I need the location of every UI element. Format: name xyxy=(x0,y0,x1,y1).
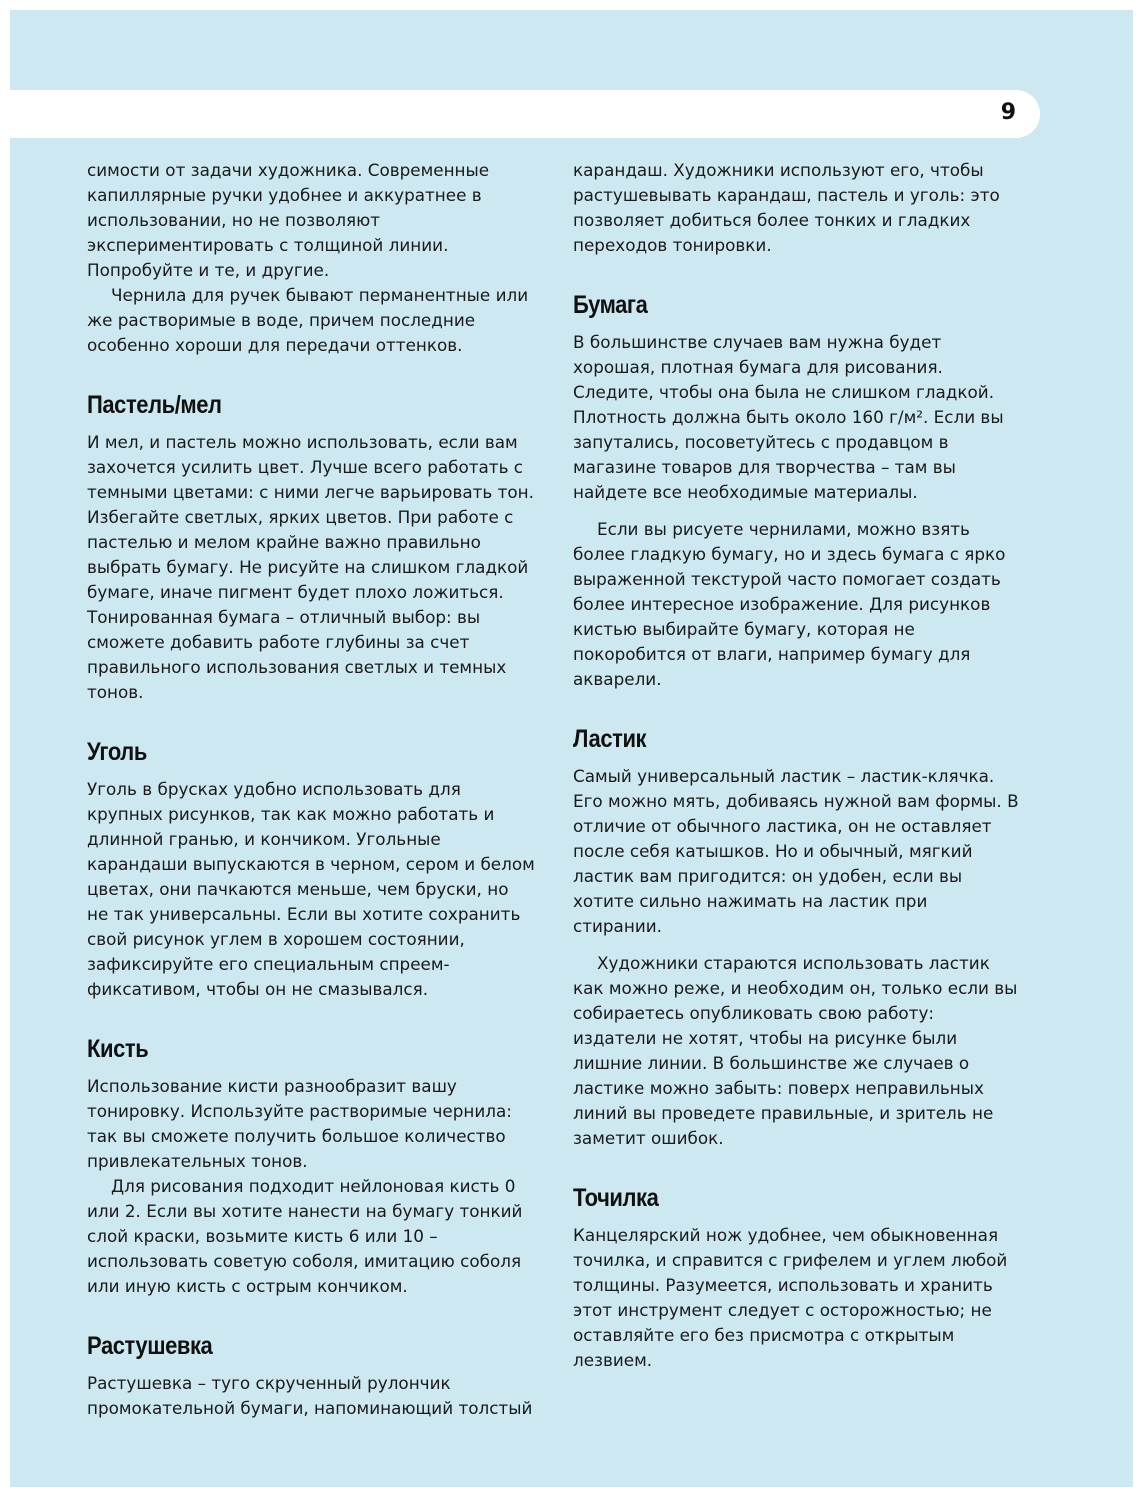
section-heading: Бумага xyxy=(573,291,648,319)
right-column xyxy=(573,158,1021,1373)
section-heading: Растушевка xyxy=(87,1332,213,1360)
section-heading: Пастель/мел xyxy=(87,391,222,419)
paragraph: И мел, и пастель можно использовать, если вам захочется усилить цвет. Лучше всего работать с темными цветами: с ними легче варьировать тон. Избегайте светлых, ярких цветов. При работе с пастелью и мелом крайне важно правильно выбрать бумагу. Не рисуйте на слишком гладкой бумаге, иначе пигмент будет плохо ложиться. Тонированная бумага – отличный выбор: вы сможете добавить работе глубины за счет правильного использования светлых и темных тонов. xyxy=(87,432,534,702)
paragraph: Уголь в брусках удобно использовать для крупных рисунков, так как можно работать и длинной гранью, и кончиком. Угольные карандаши выпускаются в черном, сером и белом цветах, они пачкаются меньше, чем бруски, но не так универсальны. Если вы хотите сохранить свой рисунок углем в хорошем состоянии, зафиксируйте его специальным спреем-фиксативом, чтобы он не смазывался. xyxy=(87,779,535,999)
section-sharpener xyxy=(573,1183,1021,1373)
paragraph: Использование кисти разнообразит вашу тонировку. Используйте растворимые чернила: так вы сможете получить большое количество привлекательных тонов. xyxy=(87,1076,512,1171)
section-brush xyxy=(87,1034,535,1299)
section-stump xyxy=(87,1331,535,1421)
header-band xyxy=(10,90,1040,138)
paragraph: Если вы рисуете чернилами, можно взять более гладкую бумагу, но и здесь бумага с ярко выраженной текстурой часто помогает создать более интересное изображение. Для рисунков кистью выбирайте бумагу, которая не покоробится от влаги, например бумагу для акварели. xyxy=(573,519,1006,689)
section-pastel xyxy=(87,390,535,705)
left-column xyxy=(87,158,535,1421)
paragraph: Канцелярский нож удобнее, чем обыкновенная точилка, и справится с грифелем и углем любой толщины. Разумеется, использовать и хранить этот инструмент следует с осторожностью; не оставляйте его без присмотра с открытым лезвием. xyxy=(573,1225,1008,1370)
section-paper xyxy=(573,290,1021,692)
page-number: 9 xyxy=(1000,100,1016,125)
paragraph: карандаш. Художники используют его, чтобы растушевывать карандаш, пастель и уголь: это позволяет добиться более тонких и гладких переходов тонировки. xyxy=(573,160,1000,255)
paragraph: В большинстве случаев вам нужна будет хорошая, плотная бумага для рисования. Следите, чтобы она была не слишком гладкой. Плотность должна быть около 160 г/м². Если вы запутались, посоветуйтесь с продавцом в магазине товаров для творчества – там вы найдете все необходимые материалы. xyxy=(573,332,1004,502)
section-eraser xyxy=(573,724,1021,1151)
paragraph: Растушевка – туго скрученный рулончик промокательной бумаги, напоминающий толстый xyxy=(87,1373,533,1418)
section-charcoal xyxy=(87,737,535,1002)
paragraph: Художники стараются использовать ластик как можно реже, и необходим он, только если вы собираетесь опубликовать свою работу: издатели не хотят, чтобы на рисунке были лишние линии. В большинстве же случаев о ластике можно забыть: поверх неправильных линий вы проведете правильные, и зритель не заметит ошибок. xyxy=(573,953,1018,1148)
paragraph: Самый универсальный ластик – ластик-клячка. Его можно мять, добиваясь нужной вам формы. В отличие от обычного ластика, он не оставляет после себя катышков. Но и обычный, мягкий ластик вам пригодится: он удобен, если вы хотите сильно нажимать на ластик при стирании. xyxy=(573,766,1019,936)
section-heading: Уголь xyxy=(87,738,147,766)
section-heading: Точилка xyxy=(573,1184,659,1212)
paragraph: Чернила для ручек бывают перманентные или же растворимые в воде, причем последние особенно хороши для передачи оттенков. xyxy=(87,285,529,355)
paragraph: Для рисования подходит нейлоновая кисть 0 или 2. Если вы хотите нанести на бумагу тонкий слой краски, возьмите кисть 6 или 10 – использовать советую соболя, имитацию соболя или иную кисть с острым кончиком. xyxy=(87,1176,523,1296)
page xyxy=(10,10,1133,1487)
section-heading: Ластик xyxy=(573,725,647,753)
paragraph: симости от задачи художника. Современные капиллярные ручки удобнее и аккуратнее в использовании, но не позволяют экспериментировать с толщиной линии. Попробуйте и те, и другие. xyxy=(87,160,490,280)
section-heading: Кисть xyxy=(87,1035,149,1063)
